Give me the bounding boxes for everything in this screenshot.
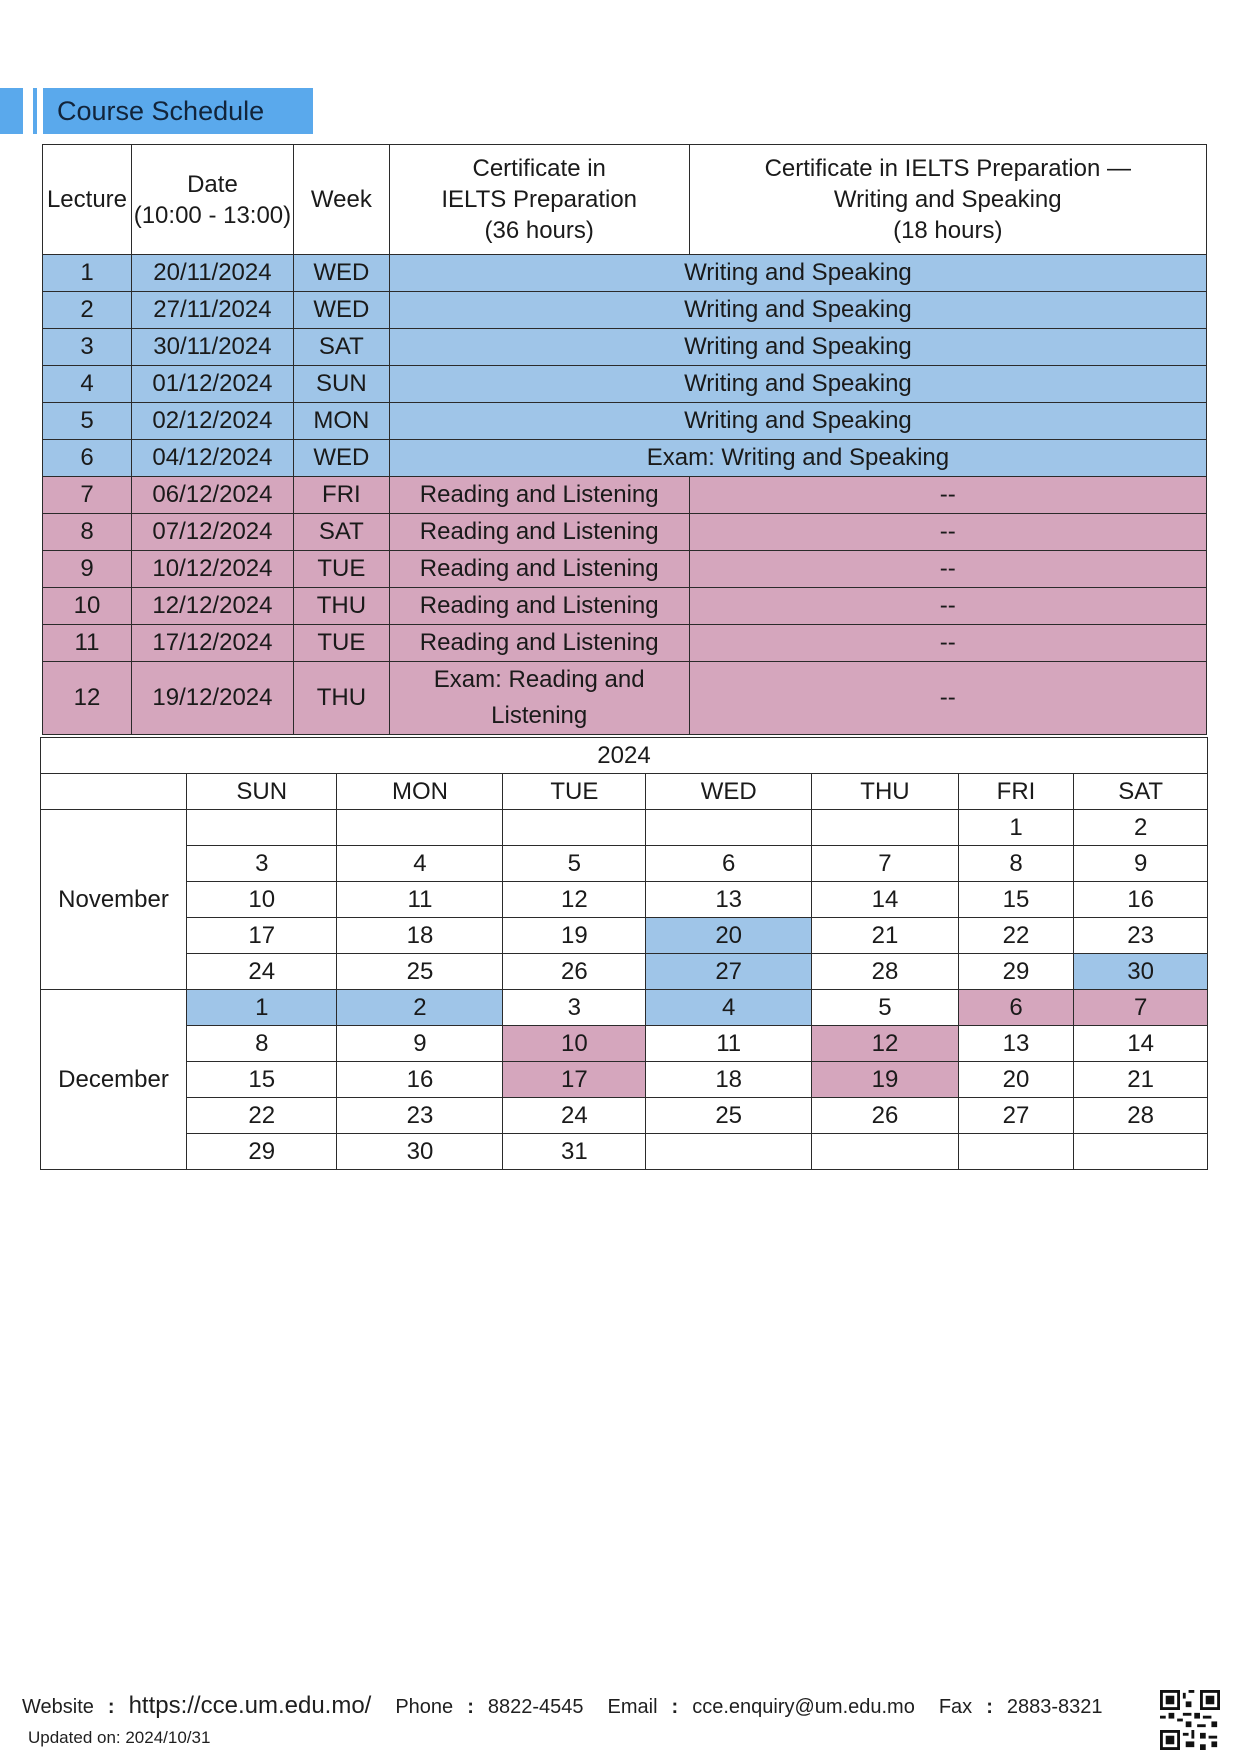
calendar-day: 14 <box>1074 1026 1208 1062</box>
calendar-day: 13 <box>958 1026 1074 1062</box>
lecture-weekday: TUE <box>293 625 389 662</box>
calendar-day: 30 <box>337 1134 503 1170</box>
updated-date: Updated on: 2024/10/31 <box>28 1728 211 1747</box>
calendar-day: 10 <box>187 882 337 918</box>
lecture-weekday: FRI <box>293 477 389 514</box>
schedule-table <box>42 144 1207 735</box>
lecture-topic-ws: -- <box>689 514 1206 551</box>
calendar-day: 27 <box>646 954 812 990</box>
calendar-day: 24 <box>503 1098 646 1134</box>
calendar-day: 18 <box>337 918 503 954</box>
lecture-date: 19/12/2024 <box>131 662 293 735</box>
lecture-date: 01/12/2024 <box>131 366 293 403</box>
header-cert-full-line3: (36 hours) <box>484 217 594 244</box>
schedule-row <box>43 662 1207 735</box>
schedule-row <box>43 292 1207 329</box>
calendar-day: 23 <box>337 1098 503 1134</box>
lecture-topic-full: Exam: Reading and Listening <box>389 662 689 735</box>
calendar-day: 16 <box>1074 882 1208 918</box>
schedule-header-row <box>43 145 1207 255</box>
lecture-weekday: SAT <box>293 514 389 551</box>
calendar-day <box>187 810 337 846</box>
lecture-number: 6 <box>43 440 132 477</box>
calendar-day: 15 <box>187 1062 337 1098</box>
calendar-day: 27 <box>958 1098 1074 1134</box>
lecture-weekday: WED <box>293 440 389 477</box>
email-link[interactable]: cce.enquiry@um.edu.mo <box>692 1696 915 1718</box>
calendar-day: 28 <box>1074 1098 1208 1134</box>
lecture-number: 8 <box>43 514 132 551</box>
month-label: December <box>41 990 187 1170</box>
calendar-day: 19 <box>812 1062 959 1098</box>
calendar-day <box>503 810 646 846</box>
calendar-day: 29 <box>187 1134 337 1170</box>
lecture-topic-combined: Writing and Speaking <box>389 366 1206 403</box>
lecture-date: 02/12/2024 <box>131 403 293 440</box>
calendar-day: 11 <box>337 882 503 918</box>
phone-label: Phone <box>395 1696 454 1718</box>
lecture-weekday: THU <box>293 662 389 735</box>
lecture-weekday: WED <box>293 292 389 329</box>
month-label: November <box>41 810 187 990</box>
calendar-day: 4 <box>646 990 812 1026</box>
email-label: Email <box>607 1696 658 1718</box>
lecture-number: 10 <box>43 588 132 625</box>
lecture-topic-ws: -- <box>689 551 1206 588</box>
calendar-day: 2 <box>337 990 503 1026</box>
header-cert-ws-line3: (18 hours) <box>893 217 1003 244</box>
fax-separator: : <box>986 1696 993 1718</box>
weekday-header: WED <box>646 774 812 810</box>
calendar-day: 22 <box>187 1098 337 1134</box>
lecture-date: 20/11/2024 <box>131 255 293 292</box>
fax-label: Fax <box>938 1696 973 1718</box>
calendar-day: 12 <box>503 882 646 918</box>
calendar-day: 2 <box>1074 810 1208 846</box>
lecture-number: 7 <box>43 477 132 514</box>
section-title-text: Course Schedule <box>57 95 265 126</box>
calendar-day <box>646 1134 812 1170</box>
calendar-week-row <box>41 1026 1208 1062</box>
calendar-day: 26 <box>812 1098 959 1134</box>
calendar-day <box>1074 1134 1208 1170</box>
lecture-date: 17/12/2024 <box>131 625 293 662</box>
lecture-number: 4 <box>43 366 132 403</box>
lecture-date: 04/12/2024 <box>131 440 293 477</box>
lecture-weekday: SAT <box>293 329 389 366</box>
calendar-week-row <box>41 1062 1208 1098</box>
lecture-weekday: MON <box>293 403 389 440</box>
calendar-day: 3 <box>187 846 337 882</box>
lecture-weekday: TUE <box>293 551 389 588</box>
header-cert-ws-line2: Writing and Speaking <box>833 186 1062 213</box>
calendar-day: 15 <box>958 882 1074 918</box>
header-week: Week <box>293 145 389 255</box>
schedule-row <box>43 477 1207 514</box>
lecture-date: 30/11/2024 <box>131 329 293 366</box>
lecture-date: 10/12/2024 <box>131 551 293 588</box>
header-date-time: (10:00 - 13:00) <box>133 201 292 229</box>
lecture-topic-combined: Writing and Speaking <box>389 255 1206 292</box>
calendar-day: 22 <box>958 918 1074 954</box>
lecture-number: 5 <box>43 403 132 440</box>
lecture-weekday: THU <box>293 588 389 625</box>
calendar-day: 12 <box>812 1026 959 1062</box>
lecture-date: 06/12/2024 <box>131 477 293 514</box>
lecture-number: 3 <box>43 329 132 366</box>
calendar-year-row <box>41 738 1208 774</box>
calendar-day: 20 <box>958 1062 1074 1098</box>
website-link[interactable]: https://cce.um.edu.mo/ <box>128 1692 372 1719</box>
lecture-topic-full: Reading and Listening <box>389 625 689 662</box>
lecture-topic-full: Reading and Listening <box>389 477 689 514</box>
calendar-day: 6 <box>958 990 1074 1026</box>
schedule-row <box>43 551 1207 588</box>
calendar-day: 23 <box>1074 918 1208 954</box>
footer-contacts <box>22 1692 1127 1720</box>
calendar-week-row <box>41 882 1208 918</box>
lecture-topic-combined: Writing and Speaking <box>389 329 1206 366</box>
lecture-number: 9 <box>43 551 132 588</box>
calendar-day: 11 <box>646 1026 812 1062</box>
calendar-week-row <box>41 918 1208 954</box>
header-date-label: Date <box>187 170 238 198</box>
calendar-week-row <box>41 846 1208 882</box>
header-date <box>131 145 293 255</box>
lecture-topic-combined: Writing and Speaking <box>389 403 1206 440</box>
calendar-day: 30 <box>1074 954 1208 990</box>
calendar-day: 7 <box>1074 990 1208 1026</box>
calendar-day: 29 <box>958 954 1074 990</box>
calendar-day: 31 <box>503 1134 646 1170</box>
calendar-year: 2024 <box>41 738 1208 774</box>
header-lecture: Lecture <box>43 145 132 255</box>
calendar-day: 17 <box>503 1062 646 1098</box>
calendar-week-row <box>41 810 1208 846</box>
qr-code-icon[interactable] <box>1160 1690 1220 1750</box>
weekday-header: FRI <box>958 774 1074 810</box>
calendar-day: 21 <box>1074 1062 1208 1098</box>
calendar-week-row <box>41 1098 1208 1134</box>
lecture-topic-ws: -- <box>689 588 1206 625</box>
website-separator: : <box>107 1696 115 1718</box>
calendar-weekday-row <box>41 774 1208 810</box>
weekday-header: THU <box>812 774 959 810</box>
lecture-date: 27/11/2024 <box>131 292 293 329</box>
weekday-header: TUE <box>503 774 646 810</box>
calendar-day: 14 <box>812 882 959 918</box>
email-separator: : <box>671 1696 679 1718</box>
header-cert-full <box>389 145 689 255</box>
lecture-topic-full: Reading and Listening <box>389 514 689 551</box>
lecture-topic-full: Reading and Listening <box>389 588 689 625</box>
calendar-day: 21 <box>812 918 959 954</box>
calendar-day: 5 <box>503 846 646 882</box>
calendar-day: 16 <box>337 1062 503 1098</box>
calendar-corner <box>41 774 187 810</box>
schedule-row <box>43 366 1207 403</box>
schedule-row <box>43 403 1207 440</box>
schedule-row <box>43 588 1207 625</box>
header-cert-ws-line1: Certificate in IELTS Preparation — <box>764 155 1131 182</box>
calendar-day: 13 <box>646 882 812 918</box>
calendar-day <box>337 810 503 846</box>
calendar-table <box>40 737 1208 1170</box>
schedule-row <box>43 514 1207 551</box>
schedule-row <box>43 255 1207 292</box>
weekday-header: SAT <box>1074 774 1208 810</box>
calendar-day: 25 <box>646 1098 812 1134</box>
calendar-day <box>646 810 812 846</box>
section-title <box>43 88 313 134</box>
calendar-day: 26 <box>503 954 646 990</box>
lecture-number: 2 <box>43 292 132 329</box>
calendar-day: 8 <box>958 846 1074 882</box>
weekday-header: MON <box>337 774 503 810</box>
weekday-header: SUN <box>187 774 337 810</box>
header-cert-full-line2: IELTS Preparation <box>441 186 638 213</box>
lecture-date: 07/12/2024 <box>131 514 293 551</box>
lecture-topic-ws: -- <box>689 625 1206 662</box>
header-cert-full-line1: Certificate in <box>472 155 606 182</box>
calendar-day: 25 <box>337 954 503 990</box>
lecture-number: 1 <box>43 255 132 292</box>
lecture-topic-combined: Exam: Writing and Speaking <box>389 440 1206 477</box>
calendar-day: 6 <box>646 846 812 882</box>
lecture-date: 12/12/2024 <box>131 588 293 625</box>
calendar-day: 3 <box>503 990 646 1026</box>
lecture-number: 12 <box>43 662 132 735</box>
calendar-day: 9 <box>337 1026 503 1062</box>
calendar-week-row <box>41 990 1208 1026</box>
header-cert-ws <box>689 145 1206 255</box>
calendar-day: 8 <box>187 1026 337 1062</box>
calendar-day: 18 <box>646 1062 812 1098</box>
calendar-week-row <box>41 954 1208 990</box>
website-label: Website <box>22 1696 94 1718</box>
calendar-day: 1 <box>187 990 337 1026</box>
calendar-day: 17 <box>187 918 337 954</box>
calendar-day: 28 <box>812 954 959 990</box>
lecture-weekday: SUN <box>293 366 389 403</box>
calendar-day: 20 <box>646 918 812 954</box>
banner-accent-line <box>33 88 37 134</box>
calendar-day: 19 <box>503 918 646 954</box>
calendar-day: 24 <box>187 954 337 990</box>
calendar-day: 9 <box>1074 846 1208 882</box>
schedule-row <box>43 625 1207 662</box>
calendar-week-row <box>41 1134 1208 1170</box>
calendar-day <box>812 1134 959 1170</box>
lecture-topic-combined: Writing and Speaking <box>389 292 1206 329</box>
calendar-day: 10 <box>503 1026 646 1062</box>
calendar-day: 7 <box>812 846 959 882</box>
schedule-row <box>43 329 1207 366</box>
lecture-topic-ws: -- <box>689 477 1206 514</box>
calendar-day: 4 <box>337 846 503 882</box>
phone-separator: : <box>467 1696 474 1718</box>
lecture-number: 11 <box>43 625 132 662</box>
calendar-day: 5 <box>812 990 959 1026</box>
calendar-day <box>958 1134 1074 1170</box>
calendar-day: 1 <box>958 810 1074 846</box>
phone-number: 8822-4545 <box>487 1696 584 1718</box>
schedule-row <box>43 440 1207 477</box>
lecture-weekday: WED <box>293 255 389 292</box>
fax-number: 2883-8321 <box>1006 1696 1103 1718</box>
lecture-topic-full: Reading and Listening <box>389 551 689 588</box>
lecture-topic-ws: -- <box>689 662 1206 735</box>
calendar-day <box>812 810 959 846</box>
banner-accent-bar <box>0 88 23 134</box>
